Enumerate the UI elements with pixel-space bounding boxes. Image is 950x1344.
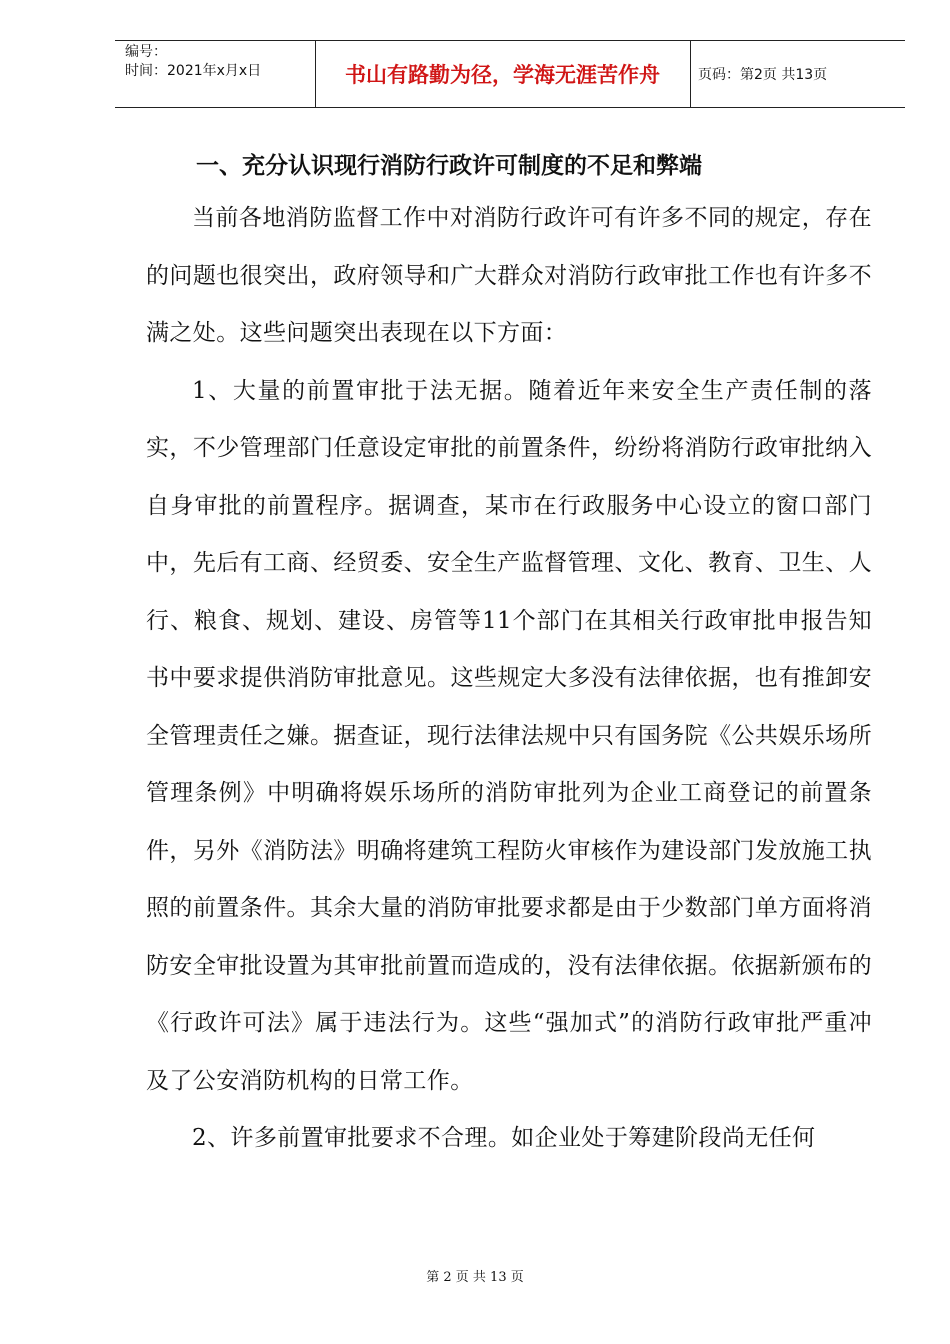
document-body — [146, 190, 872, 1168]
header-number-label: 编号： — [125, 44, 167, 60]
header-meta — [115, 41, 316, 107]
header-time-label: 时间：2021年x月x日 — [125, 63, 262, 79]
page-footer: 第 2 页 共 13 页 — [426, 1270, 524, 1285]
header-motto: 书山有路勤为径，学海无涯苦作舟 — [315, 41, 691, 107]
page-header — [115, 40, 905, 108]
header-page-info: 页码：第2页 共13页 — [698, 67, 828, 83]
section-title: 一、充分认识现行消防行政许可制度的不足和弊端 — [196, 153, 702, 179]
paragraph-point-1: 1、大量的前置审批于法无据。随着近年来安全生产责任制的落实，不少管理部门任意设定审批的前置条件，纷纷将消防行政审批纳入自身审批的前置程序。据调查，某市在行政服务中心设立的窗口部门中，先后有工商、经贸委、安全生产监督管理、文化、教育、卫生、人行、粮食、规划、建设、房管等11个部门在其相关行政审批申报告知书中要求提供消防审批意见。这些规定大多没有法律依据，也有推卸安全管理责任之嫌。据查证，现行法律法规中只有国务院《公共娱乐场所管理条例》中明确将娱乐场所的消防审批列为企业工商登记的前置条件，另外《消防法》明确将建筑工程防火审核作为建设部门发放施工执照的前置条件。其余大量的消防审批要求都是由于少数部门单方面将消防安全审批设置为其审批前置而造成的，没有法律依据。依据新颁布的《行政许可法》属于违法行为。这些“强加式”的消防行政审批严重冲及了公安消防机构的日常工作。 — [146, 377, 872, 1094]
paragraph-intro: 当前各地消防监督工作中对消防行政许可有许多不同的规定，存在的问题也很突出，政府领导和广大群众对消防行政审批工作也有许多不满之处。这些问题突出表现在以下方面： — [146, 205, 872, 346]
header-page-info-cell — [690, 41, 905, 107]
paragraph-point-2: 2、许多前置审批要求不合理。如企业处于筹建阶段尚无任何 — [192, 1125, 816, 1151]
